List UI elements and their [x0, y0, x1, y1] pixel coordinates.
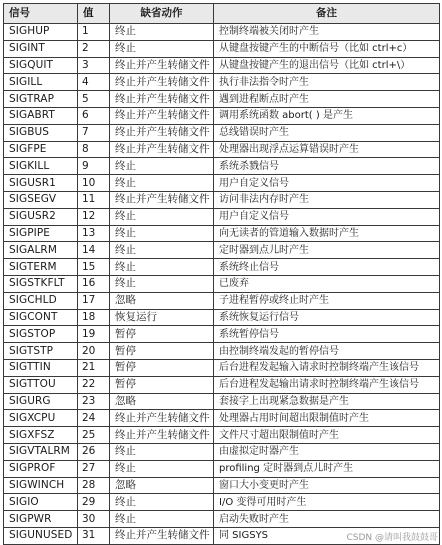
cell-default-action: 终止并产生转储文件 [110, 91, 214, 108]
cell-value: 18 [78, 309, 110, 326]
table-row [4, 477, 440, 494]
table-header-row [4, 4, 440, 24]
cell-default-action: 终止 [110, 443, 214, 460]
cell-signal-name: SIGCHLD [4, 292, 78, 309]
table-row [4, 141, 440, 158]
cell-default-action: 恢复运行 [110, 309, 214, 326]
cell-note: 文件尺寸超出限制值时产生 [214, 427, 440, 444]
table-row [4, 410, 440, 427]
cell-signal-name: SIGILL [4, 74, 78, 91]
cell-default-action: 终止并产生转储文件 [110, 191, 214, 208]
cell-note: 从键盘按键产生的中断信号（比如 ctrl+c） [214, 40, 440, 57]
cell-value: 10 [78, 175, 110, 192]
cell-value: 23 [78, 393, 110, 410]
signal-table-body [4, 24, 440, 545]
cell-note: 由控制终端发起的暂停信号 [214, 343, 440, 360]
table-row [4, 309, 440, 326]
cell-value: 28 [78, 477, 110, 494]
cell-note: 用户自定义信号 [214, 175, 440, 192]
table-row [4, 107, 440, 124]
cell-signal-name: SIGURG [4, 393, 78, 410]
cell-value: 11 [78, 191, 110, 208]
cell-value: 27 [78, 460, 110, 477]
cell-signal-name: SIGKILL [4, 158, 78, 175]
cell-signal-name: SIGPROF [4, 460, 78, 477]
cell-value: 31 [78, 527, 110, 544]
cell-default-action: 忽略 [110, 292, 214, 309]
table-row [4, 57, 440, 74]
table-row [4, 359, 440, 376]
cell-default-action: 终止 [110, 24, 214, 41]
table-row [4, 393, 440, 410]
cell-value: 2 [78, 40, 110, 57]
cell-default-action: 忽略 [110, 393, 214, 410]
table-row [4, 326, 440, 343]
table-row [4, 158, 440, 175]
cell-default-action: 终止并产生转储文件 [110, 427, 214, 444]
cell-default-action: 终止并产生转储文件 [110, 124, 214, 141]
cell-value: 17 [78, 292, 110, 309]
cell-signal-name: SIGUNUSED [4, 527, 78, 544]
table-row [4, 191, 440, 208]
cell-note: 向无读者的管道输入数据时产生 [214, 225, 440, 242]
cell-signal-name: SIGUSR2 [4, 208, 78, 225]
cell-value: 5 [78, 91, 110, 108]
cell-signal-name: SIGWINCH [4, 477, 78, 494]
signal-table [3, 3, 440, 545]
cell-note: 控制终端被关闭时产生 [214, 24, 440, 41]
cell-default-action: 暂停 [110, 343, 214, 360]
cell-default-action: 终止 [110, 259, 214, 276]
cell-note: 处理器出现浮点运算错误时产生 [214, 141, 440, 158]
table-row [4, 427, 440, 444]
cell-note: 启动失败时产生 [214, 511, 440, 528]
table-row [4, 74, 440, 91]
table-row [4, 292, 440, 309]
cell-note: 由虚拟定时器产生 [214, 443, 440, 460]
cell-note: 已废弃 [214, 275, 440, 292]
cell-value: 8 [78, 141, 110, 158]
cell-value: 13 [78, 225, 110, 242]
cell-note: 调用系统函数 abort( ) 是产生 [214, 107, 440, 124]
cell-note: 总线错误时产生 [214, 124, 440, 141]
cell-default-action: 终止并产生转储文件 [110, 74, 214, 91]
cell-note: 从键盘按键产生的退出信号（比如 ctrl+\） [214, 57, 440, 74]
cell-signal-name: SIGSEGV [4, 191, 78, 208]
cell-default-action: 暂停 [110, 326, 214, 343]
cell-signal-name: SIGTTOU [4, 376, 78, 393]
cell-value: 19 [78, 326, 110, 343]
table-row [4, 343, 440, 360]
table-row [4, 242, 440, 259]
table-row [4, 275, 440, 292]
cell-value: 22 [78, 376, 110, 393]
cell-default-action: 终止并产生转储文件 [110, 141, 214, 158]
cell-note: profiling 定时器到点儿时产生 [214, 460, 440, 477]
cell-signal-name: SIGXFSZ [4, 427, 78, 444]
cell-default-action: 终止 [110, 208, 214, 225]
cell-signal-name: SIGTTIN [4, 359, 78, 376]
cell-value: 6 [78, 107, 110, 124]
cell-default-action: 终止 [110, 511, 214, 528]
cell-value: 16 [78, 275, 110, 292]
cell-note: 同 SIGSYS [214, 527, 440, 544]
cell-default-action: 终止并产生转储文件 [110, 57, 214, 74]
cell-signal-name: SIGPWR [4, 511, 78, 528]
cell-default-action: 终止 [110, 242, 214, 259]
cell-value: 7 [78, 124, 110, 141]
cell-value: 12 [78, 208, 110, 225]
cell-signal-name: SIGBUS [4, 124, 78, 141]
cell-note: 用户自定义信号 [214, 208, 440, 225]
cell-value: 4 [78, 74, 110, 91]
table-row [4, 124, 440, 141]
watermark: CSDN @请叫我鼓鼓哥 [346, 533, 438, 543]
cell-default-action: 终止 [110, 494, 214, 511]
table-row [4, 511, 440, 528]
cell-value: 20 [78, 343, 110, 360]
cell-default-action: 终止并产生转储文件 [110, 410, 214, 427]
cell-note: 后台进程发起输入请求时控制终端产生该信号 [214, 359, 440, 376]
cell-value: 29 [78, 494, 110, 511]
cell-default-action: 暂停 [110, 359, 214, 376]
cell-default-action: 终止 [110, 40, 214, 57]
cell-value: 24 [78, 410, 110, 427]
cell-default-action: 终止并产生转储文件 [110, 107, 214, 124]
cell-note: 执行非法指令时产生 [214, 74, 440, 91]
cell-default-action: 终止 [110, 158, 214, 175]
cell-signal-name: SIGIO [4, 494, 78, 511]
table-row [4, 175, 440, 192]
cell-value: 1 [78, 24, 110, 41]
cell-value: 25 [78, 427, 110, 444]
cell-signal-name: SIGPIPE [4, 225, 78, 242]
cell-signal-name: SIGCONT [4, 309, 78, 326]
cell-note: 子进程暂停或终止时产生 [214, 292, 440, 309]
cell-signal-name: SIGFPE [4, 141, 78, 158]
table-row [4, 225, 440, 242]
table-row [4, 376, 440, 393]
cell-note: I/O 变得可用时产生 [214, 494, 440, 511]
cell-note: 系统杀戮信号 [214, 158, 440, 175]
cell-signal-name: SIGQUIT [4, 57, 78, 74]
header-default-action: 缺省动作 [110, 4, 214, 24]
cell-note: 后台进程发起输出请求时控制终端产生该信号 [214, 376, 440, 393]
cell-value: 15 [78, 259, 110, 276]
cell-signal-name: SIGABRT [4, 107, 78, 124]
cell-signal-name: SIGVTALRM [4, 443, 78, 460]
cell-value: 3 [78, 57, 110, 74]
header-note: 备注 [214, 4, 440, 24]
cell-value: 30 [78, 511, 110, 528]
cell-signal-name: SIGTRAP [4, 91, 78, 108]
cell-note: 套接字上出现紧急数据是产生 [214, 393, 440, 410]
cell-value: 26 [78, 443, 110, 460]
cell-note: 遇到进程断点时产生 [214, 91, 440, 108]
table-row [4, 443, 440, 460]
table-row [4, 494, 440, 511]
cell-default-action: 终止 [110, 225, 214, 242]
cell-note: 访问非法内存时产生 [214, 191, 440, 208]
cell-default-action: 忽略 [110, 477, 214, 494]
cell-default-action: 终止并产生转储文件 [110, 527, 214, 544]
cell-value: 9 [78, 158, 110, 175]
cell-signal-name: SIGHUP [4, 24, 78, 41]
cell-default-action: 终止 [110, 460, 214, 477]
cell-signal-name: SIGTERM [4, 259, 78, 276]
cell-value: 21 [78, 359, 110, 376]
cell-signal-name: SIGUSR1 [4, 175, 78, 192]
cell-signal-name: SIGTSTP [4, 343, 78, 360]
cell-note: 处理器占用时间超出限制值时产生 [214, 410, 440, 427]
table-row [4, 259, 440, 276]
cell-note: 系统暂停信号 [214, 326, 440, 343]
cell-default-action: 暂停 [110, 376, 214, 393]
table-row [4, 24, 440, 41]
cell-signal-name: SIGXCPU [4, 410, 78, 427]
cell-signal-name: SIGINT [4, 40, 78, 57]
cell-signal-name: SIGSTOP [4, 326, 78, 343]
header-value: 值 [78, 4, 110, 24]
table-row [4, 40, 440, 57]
cell-note: 定时器到点儿时产生 [214, 242, 440, 259]
cell-default-action: 终止 [110, 275, 214, 292]
table-row [4, 208, 440, 225]
cell-value: 14 [78, 242, 110, 259]
cell-signal-name: SIGSTKFLT [4, 275, 78, 292]
table-row [4, 91, 440, 108]
cell-note: 窗口大小变更时产生 [214, 477, 440, 494]
cell-signal-name: SIGALRM [4, 242, 78, 259]
header-signal: 信号 [4, 4, 78, 24]
cell-default-action: 终止 [110, 175, 214, 192]
cell-note: 系统恢复运行信号 [214, 309, 440, 326]
table-row [4, 460, 440, 477]
cell-note: 系统终止信号 [214, 259, 440, 276]
